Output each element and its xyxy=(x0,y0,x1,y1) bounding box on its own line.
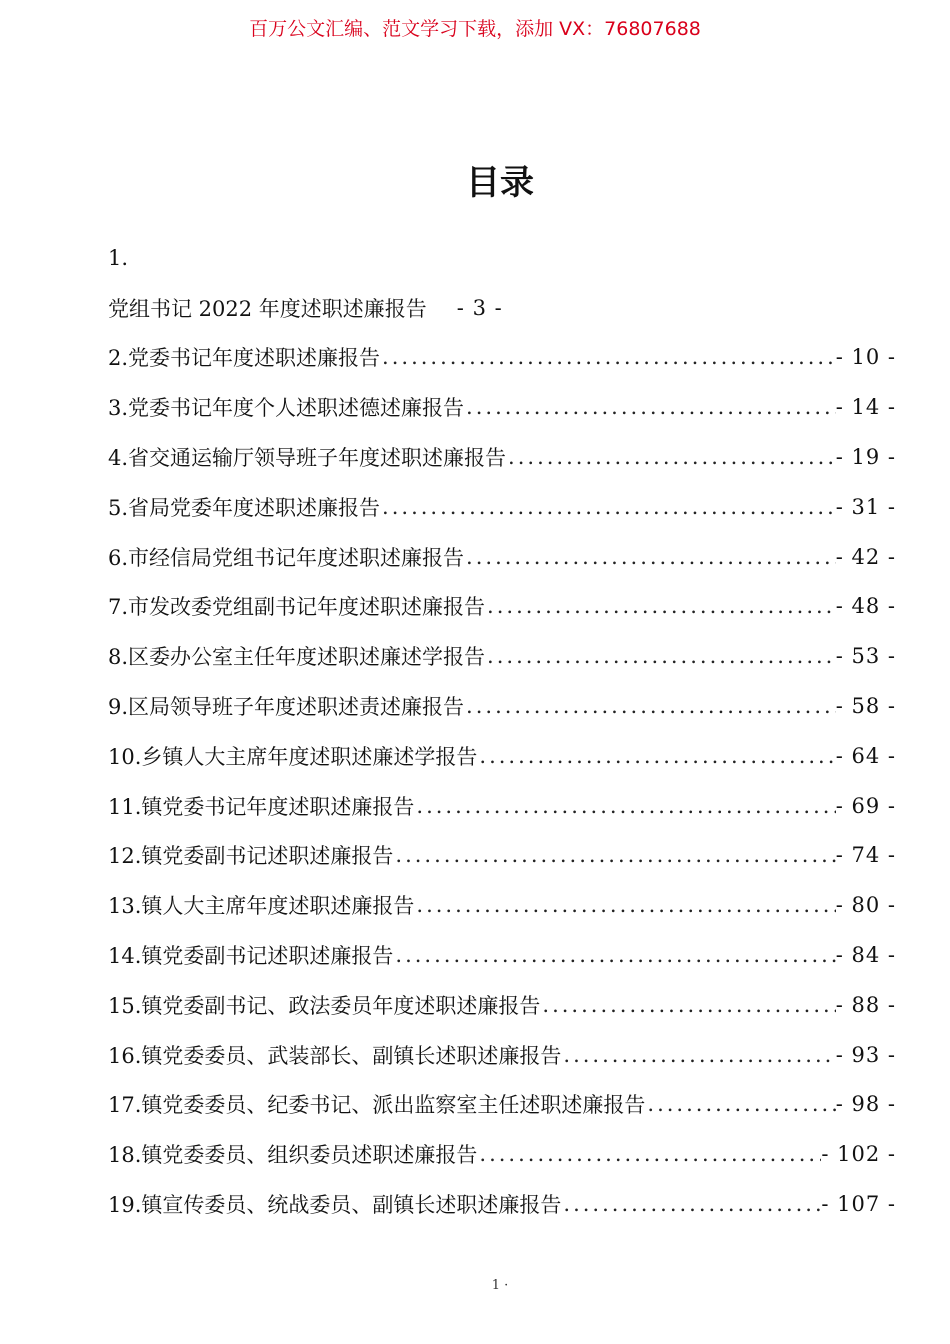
header-banner: 百万公文汇编、范文学习下载，添加 VX：76807688 xyxy=(249,18,701,40)
toc-item-page: - 58 - xyxy=(835,694,896,719)
toc-leader-dots xyxy=(414,893,835,917)
toc-leader-dots xyxy=(645,1092,835,1116)
toc-leader-dots xyxy=(540,993,835,1017)
toc-item-label: 12.镇党委副书记述职述廉报告 xyxy=(108,844,394,869)
toc-item-label: 4.省交通运输厅领导班子年度述职述廉报告 xyxy=(108,446,507,471)
toc-item[interactable] xyxy=(108,980,896,1030)
toc-leader-dots xyxy=(380,345,836,369)
toc-item[interactable] xyxy=(108,681,896,731)
toc-item-label: 2.党委书记年度述职述廉报告 xyxy=(108,346,381,371)
toc-item[interactable] xyxy=(108,831,896,881)
toc-item[interactable] xyxy=(108,781,896,831)
toc-item[interactable] xyxy=(108,731,896,781)
toc-item-label: 9.区局领导班子年度述职述责述廉报告 xyxy=(108,695,465,720)
toc-item-label: 13.镇人大主席年度述职述廉报告 xyxy=(108,894,415,919)
toc-item-label: 10.乡镇人大主席年度述职述廉述学报告 xyxy=(108,744,478,769)
toc-item[interactable] xyxy=(108,930,896,980)
toc-leader-dots xyxy=(380,495,836,519)
toc-item[interactable] xyxy=(108,382,896,432)
toc-leader-dots xyxy=(485,594,836,618)
toc-leader-dots xyxy=(485,644,836,668)
toc-item-label: 7.市发改委党组副书记年度述职述廉报告 xyxy=(108,595,486,620)
toc-item[interactable] xyxy=(108,283,896,333)
toc-leader-dots xyxy=(477,1142,821,1166)
toc-item[interactable] xyxy=(108,482,896,532)
toc-leader-dots xyxy=(506,445,836,469)
toc-leader-dots xyxy=(414,794,835,818)
toc-item-page: - 69 - xyxy=(835,793,896,818)
toc-item[interactable] xyxy=(108,880,896,930)
toc-item-page: - 93 - xyxy=(835,1042,896,1067)
toc-item[interactable] xyxy=(108,532,896,582)
toc-item[interactable] xyxy=(108,432,896,482)
toc-item-label: 18.镇党委委员、组织委员述职述廉报告 xyxy=(108,1143,478,1168)
toc-item-label: 11.镇党委书记年度述职述廉报告 xyxy=(108,794,415,819)
toc-first-number: 1. xyxy=(108,245,129,270)
toc-list xyxy=(108,333,896,1229)
toc-item-page: - 84 - xyxy=(835,943,896,968)
toc-leader-dots xyxy=(464,694,836,718)
toc-item-label: 8.区委办公室主任年度述职述廉述学报告 xyxy=(108,645,486,670)
toc-item[interactable] xyxy=(108,631,896,681)
toc-item-page: - 31 - xyxy=(835,494,896,519)
toc-item[interactable] xyxy=(108,1129,896,1179)
toc-item-page: - 64 - xyxy=(835,743,896,768)
toc-item-page: - 53 - xyxy=(835,644,896,669)
toc-item-label: 党组书记 2022 年度述职述廉报告 xyxy=(108,296,427,321)
toc-leader-dots xyxy=(477,744,835,768)
toc-leader-dots xyxy=(464,545,836,569)
toc-leader-dots xyxy=(464,395,836,419)
toc-item[interactable] xyxy=(108,582,896,632)
toc-item-page: - 48 - xyxy=(835,594,896,619)
table-of-contents xyxy=(108,233,896,1229)
toc-leader-dots xyxy=(393,943,835,967)
toc-item-page: - 14 - xyxy=(835,395,896,420)
toc-item-label: 16.镇党委委员、武装部长、副镇长述职述廉报告 xyxy=(108,1043,562,1068)
toc-item-label: 15.镇党委副书记、政法委员年度述职述廉报告 xyxy=(108,993,541,1018)
toc-item-label: 5.省局党委年度述职述廉报告 xyxy=(108,495,381,520)
page-title: 目录 xyxy=(466,163,534,203)
toc-item-page: - 80 - xyxy=(835,893,896,918)
toc-item[interactable] xyxy=(108,1179,896,1229)
toc-item-label: 19.镇宣传委员、统战委员、副镇长述职述廉报告 xyxy=(108,1193,562,1218)
toc-item-page: - 98 - xyxy=(835,1092,896,1117)
toc-item-page: - 88 - xyxy=(835,992,896,1017)
toc-item-label: 17.镇党委委员、纪委书记、派出监察室主任述职述廉报告 xyxy=(108,1093,646,1118)
toc-item[interactable] xyxy=(108,333,896,383)
toc-item-page: - 19 - xyxy=(835,445,896,470)
toc-item-page: - 107 - xyxy=(821,1192,896,1217)
toc-item-label: 3.党委书记年度个人述职述德述廉报告 xyxy=(108,396,465,421)
toc-item-page: - 102 - xyxy=(821,1142,896,1167)
toc-item-page: - 74 - xyxy=(835,843,896,868)
toc-leader-dots xyxy=(561,1192,821,1216)
toc-item-label: 6.市经信局党组书记年度述职述廉报告 xyxy=(108,545,465,570)
toc-item-label: 14.镇党委副书记述职述廉报告 xyxy=(108,944,394,969)
toc-item[interactable] xyxy=(108,1080,896,1130)
page-number: 1 · xyxy=(491,1278,509,1293)
toc-leader-dots xyxy=(561,1043,835,1067)
toc-item-page: - 42 - xyxy=(835,544,896,569)
toc-item-page: - 3 - xyxy=(456,295,503,320)
toc-item[interactable] xyxy=(108,1030,896,1080)
toc-leader-dots xyxy=(393,843,835,867)
toc-item-page: - 10 - xyxy=(835,345,896,370)
